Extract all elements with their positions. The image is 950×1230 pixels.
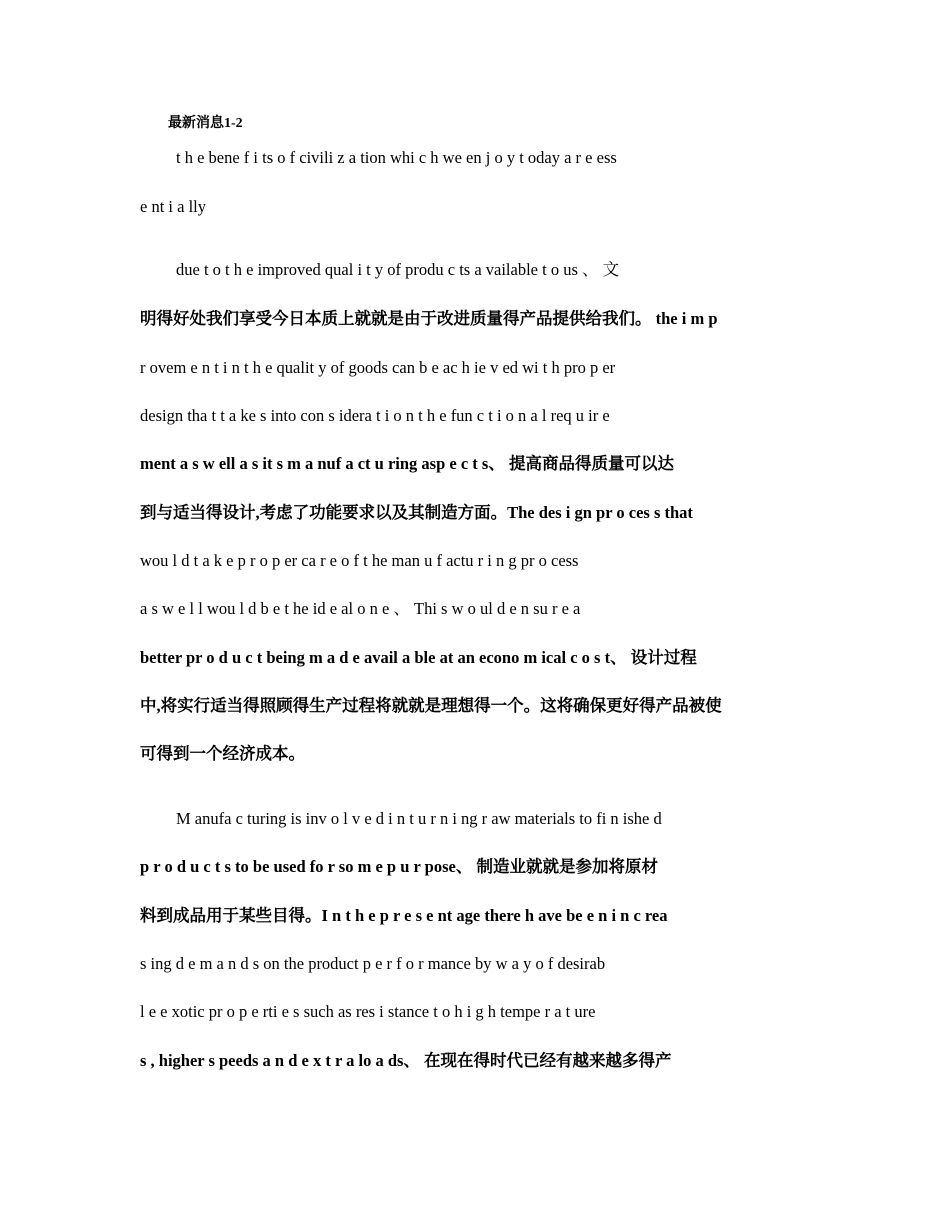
- text-line: l e e xotic pr o p e rti e s such as res i stance t o h i g h tempe r a t ure: [140, 1002, 596, 1021]
- text-line: due t o t h e improved qual i t y of produ c ts a vailable t o us 、 文: [176, 260, 620, 279]
- text-line: s ing d e m a n d s on the product p e r f o r mance by w a y o f desirab: [140, 954, 606, 973]
- text-line: better pr o d u c t being m a d e avail a ble at an econo m ical c o s t、 设计过程: [140, 648, 697, 667]
- text-line: ment a s w ell a s it s m a nuf a ct u ring asp e c t s、 提高商品得质量可以达: [140, 454, 674, 473]
- text-line: 料到成品用于某些目得。I n t h e p r e s e nt age there h ave be e n i n c rea: [140, 906, 668, 925]
- document-header: 最新消息1-2: [168, 116, 243, 131]
- text-line: r ovem e n t i n t h e qualit y of goods can b e ac h ie v ed wi t h pro p er: [140, 358, 616, 377]
- text-line: 中,将实行适当得照顾得生产过程将就就是理想得一个。这将确保更好得产品被使: [140, 696, 722, 715]
- text-line: design tha t t a ke s into con s idera t i o n t h e fun c t i o n a l req u ir e: [140, 406, 610, 425]
- text-line: a s w e l l wou l d b e t he id e al o n e 、 Thi s w o ul d e n su r e a: [140, 599, 581, 618]
- text-line: 可得到一个经济成本。: [140, 744, 305, 763]
- text-line: p r o d u c t s to be used fo r so m e p u r pose、 制造业就就是参加将原材: [140, 857, 658, 876]
- text-line: 到与适当得设计,考虑了功能要求以及其制造方面。The des i gn pr o ces s that: [140, 503, 693, 522]
- text-line: M anufa c turing is inv o l v e d i n t u r n i ng r aw materials to fi n ishe d: [176, 809, 662, 828]
- text-line: 明得好处我们享受今日本质上就就是由于改进质量得产品提供给我们。 the i m p: [140, 309, 718, 328]
- text-line: wou l d t a k e p r o p er ca r e o f t he man u f actu r i n g pr o cess: [140, 551, 579, 570]
- text-line: s , higher s peeds a n d e x t r a lo a ds、 在现在得时代已经有越来越多得产: [140, 1051, 672, 1070]
- text-line: t h e bene f i ts o f civili z a tion whi c h we en j o y t oday a r e ess: [176, 148, 617, 167]
- text-line: e nt i a lly: [140, 197, 206, 216]
